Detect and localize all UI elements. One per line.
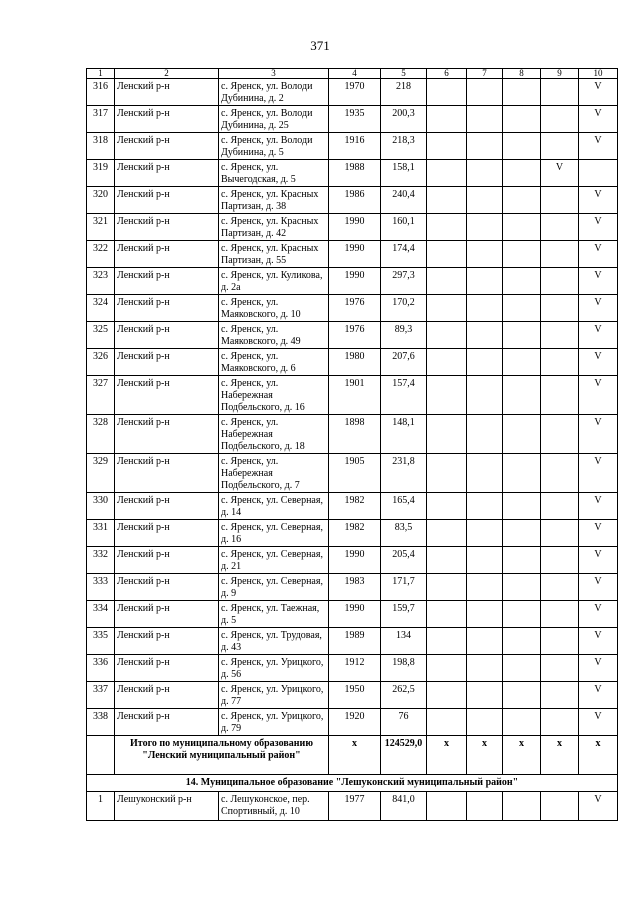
year-cell: 1976 — [329, 322, 381, 349]
district-cell: Ленский р-н — [115, 520, 219, 547]
address-cell: с. Яренск, ул. Красных Партизан, д. 42 — [219, 214, 329, 241]
col8-cell — [503, 655, 541, 682]
area-cell: 170,2 — [381, 295, 427, 322]
total-area: 124529,0 — [381, 736, 427, 775]
district-cell: Ленский р-н — [115, 376, 219, 415]
column-header: 2 — [115, 69, 219, 79]
col6-cell — [427, 349, 467, 376]
row-number: 336 — [87, 655, 115, 682]
col7-cell — [467, 376, 503, 415]
area-cell: 297,3 — [381, 268, 427, 295]
district-cell: Ленский р-н — [115, 709, 219, 736]
col6-cell — [427, 187, 467, 214]
address-cell: с. Яренск, ул. Урицкого, д. 56 — [219, 655, 329, 682]
col7-cell — [467, 792, 503, 821]
col10-cell: V — [579, 628, 618, 655]
area-cell: 218 — [381, 79, 427, 106]
col9-cell — [541, 106, 579, 133]
col8-cell — [503, 160, 541, 187]
year-cell: 1912 — [329, 655, 381, 682]
year-cell: 1982 — [329, 520, 381, 547]
district-cell: Ленский р-н — [115, 322, 219, 349]
col10-cell: V — [579, 214, 618, 241]
year-cell: 1976 — [329, 295, 381, 322]
district-cell: Ленский р-н — [115, 493, 219, 520]
table-row — [87, 349, 618, 376]
address-cell: с. Яренск, ул. Володи Дубинина, д. 2 — [219, 79, 329, 106]
col6-cell — [427, 295, 467, 322]
area-cell: 158,1 — [381, 160, 427, 187]
col9-cell — [541, 349, 579, 376]
col7-cell — [467, 106, 503, 133]
col8-cell — [503, 415, 541, 454]
area-cell: 174,4 — [381, 241, 427, 268]
col7-cell — [467, 415, 503, 454]
col6-cell — [427, 547, 467, 574]
total-col7: x — [467, 736, 503, 775]
section-header-row — [87, 775, 618, 792]
col9-cell — [541, 268, 579, 295]
address-cell: с. Яренск, ул. Северная, д. 14 — [219, 493, 329, 520]
row-number: 333 — [87, 574, 115, 601]
col7-cell — [467, 628, 503, 655]
address-cell: с. Яренск, ул. Володи Дубинина, д. 5 — [219, 133, 329, 160]
row-number: 320 — [87, 187, 115, 214]
column-header: 5 — [381, 69, 427, 79]
col10-cell: V — [579, 322, 618, 349]
col8-cell — [503, 547, 541, 574]
district-cell: Ленский р-н — [115, 349, 219, 376]
total-year: x — [329, 736, 381, 775]
table-row — [87, 376, 618, 415]
row-number: 326 — [87, 349, 115, 376]
col10-cell: V — [579, 376, 618, 415]
section-title: 14. Муниципальное образование "Лешуконский муниципальный район" — [87, 775, 618, 792]
row-number: 327 — [87, 376, 115, 415]
col8-cell — [503, 601, 541, 628]
district-cell: Ленский р-н — [115, 454, 219, 493]
district-cell: Ленский р-н — [115, 214, 219, 241]
table-row — [87, 682, 618, 709]
col7-cell — [467, 214, 503, 241]
col6-cell — [427, 160, 467, 187]
district-cell: Ленский р-н — [115, 295, 219, 322]
col10-cell: V — [579, 682, 618, 709]
row-number: 328 — [87, 415, 115, 454]
table-row — [87, 268, 618, 295]
table-row — [87, 322, 618, 349]
col10-cell: V — [579, 709, 618, 736]
district-cell: Ленский р-н — [115, 187, 219, 214]
address-cell: с. Яренск, ул. Набережная Подбельского, д. 7 — [219, 454, 329, 493]
area-cell: 148,1 — [381, 415, 427, 454]
area-cell: 841,0 — [381, 792, 427, 821]
address-cell: с. Яренск, ул. Трудовая, д. 43 — [219, 628, 329, 655]
year-cell: 1990 — [329, 547, 381, 574]
area-cell: 240,4 — [381, 187, 427, 214]
table-row — [87, 415, 618, 454]
district-cell: Ленский р-н — [115, 655, 219, 682]
col7-cell — [467, 601, 503, 628]
col6-cell — [427, 574, 467, 601]
col8-cell — [503, 214, 541, 241]
col7-cell — [467, 520, 503, 547]
col9-cell — [541, 295, 579, 322]
table-row — [87, 709, 618, 736]
table-row — [87, 628, 618, 655]
col8-cell — [503, 493, 541, 520]
col6-cell — [427, 792, 467, 821]
col6-cell — [427, 133, 467, 160]
table-row — [87, 493, 618, 520]
district-cell: Ленский р-н — [115, 628, 219, 655]
year-cell: 1988 — [329, 160, 381, 187]
col6-cell — [427, 709, 467, 736]
table-row — [87, 79, 618, 106]
total-col8: x — [503, 736, 541, 775]
housing-table — [86, 68, 618, 821]
total-label: Итого по муниципальному образованию "Ленский муниципальный район" — [115, 736, 329, 775]
col9-cell — [541, 574, 579, 601]
year-cell: 1950 — [329, 682, 381, 709]
address-cell: с. Яренск, ул. Вычегодская, д. 5 — [219, 160, 329, 187]
col10-cell: V — [579, 792, 618, 821]
table-row — [87, 792, 618, 821]
col7-cell — [467, 349, 503, 376]
col8-cell — [503, 106, 541, 133]
table-row — [87, 295, 618, 322]
col9-cell — [541, 601, 579, 628]
address-cell: с. Яренск, ул. Набережная Подбельского, д. 16 — [219, 376, 329, 415]
col7-cell — [467, 454, 503, 493]
col7-cell — [467, 295, 503, 322]
total-row — [87, 736, 618, 775]
row-number: 323 — [87, 268, 115, 295]
district-cell: Ленский р-н — [115, 601, 219, 628]
column-header: 7 — [467, 69, 503, 79]
col9-cell — [541, 376, 579, 415]
year-cell: 1980 — [329, 349, 381, 376]
address-cell: с. Лешуконское, пер. Спортивный, д. 10 — [219, 792, 329, 821]
table-row — [87, 214, 618, 241]
row-number: 331 — [87, 520, 115, 547]
area-cell: 171,7 — [381, 574, 427, 601]
table-row — [87, 655, 618, 682]
col8-cell — [503, 792, 541, 821]
column-header: 9 — [541, 69, 579, 79]
row-number: 325 — [87, 322, 115, 349]
table-row — [87, 454, 618, 493]
address-cell: с. Яренск, ул. Северная, д. 9 — [219, 574, 329, 601]
col7-cell — [467, 187, 503, 214]
col7-cell — [467, 547, 503, 574]
area-cell: 200,3 — [381, 106, 427, 133]
col8-cell — [503, 79, 541, 106]
area-cell: 231,8 — [381, 454, 427, 493]
table-row — [87, 241, 618, 268]
table-row — [87, 547, 618, 574]
row-number: 321 — [87, 214, 115, 241]
col10-cell: V — [579, 187, 618, 214]
area-cell: 83,5 — [381, 520, 427, 547]
row-number: 322 — [87, 241, 115, 268]
column-header: 1 — [87, 69, 115, 79]
district-cell: Ленский р-н — [115, 241, 219, 268]
col6-cell — [427, 268, 467, 295]
area-cell: 218,3 — [381, 133, 427, 160]
year-cell: 1977 — [329, 792, 381, 821]
district-cell: Ленский р-н — [115, 682, 219, 709]
area-cell: 198,8 — [381, 655, 427, 682]
col10-cell: V — [579, 241, 618, 268]
col6-cell — [427, 520, 467, 547]
col6-cell — [427, 415, 467, 454]
col6-cell — [427, 493, 467, 520]
address-cell: с. Яренск, ул. Урицкого, д. 77 — [219, 682, 329, 709]
district-cell: Ленский р-н — [115, 574, 219, 601]
district-cell: Ленский р-н — [115, 133, 219, 160]
row-number: 332 — [87, 547, 115, 574]
district-cell: Ленский р-н — [115, 79, 219, 106]
row-number: 1 — [87, 792, 115, 821]
address-cell: с. Яренск, ул. Куликова, д. 2а — [219, 268, 329, 295]
year-cell: 1935 — [329, 106, 381, 133]
area-cell: 157,4 — [381, 376, 427, 415]
col10-cell: V — [579, 79, 618, 106]
col9-cell — [541, 520, 579, 547]
address-cell: с. Яренск, ул. Таежная, д. 5 — [219, 601, 329, 628]
area-cell: 205,4 — [381, 547, 427, 574]
col9-cell — [541, 792, 579, 821]
district-cell: Ленский р-н — [115, 547, 219, 574]
table-row — [87, 601, 618, 628]
year-cell: 1905 — [329, 454, 381, 493]
year-cell: 1898 — [329, 415, 381, 454]
area-cell: 165,4 — [381, 493, 427, 520]
address-cell: с. Яренск, ул. Урицкого, д. 79 — [219, 709, 329, 736]
col8-cell — [503, 454, 541, 493]
col10-cell: V — [579, 547, 618, 574]
column-header: 3 — [219, 69, 329, 79]
col8-cell — [503, 574, 541, 601]
table-row — [87, 574, 618, 601]
col10-cell: V — [579, 133, 618, 160]
col6-cell — [427, 322, 467, 349]
table-row — [87, 133, 618, 160]
row-number: 338 — [87, 709, 115, 736]
district-cell: Ленский р-н — [115, 106, 219, 133]
column-header: 10 — [579, 69, 618, 79]
table-row — [87, 106, 618, 133]
col6-cell — [427, 376, 467, 415]
col8-cell — [503, 187, 541, 214]
col7-cell — [467, 268, 503, 295]
col9-cell — [541, 682, 579, 709]
col9-cell — [541, 493, 579, 520]
col7-cell — [467, 160, 503, 187]
col6-cell — [427, 628, 467, 655]
area-cell: 89,3 — [381, 322, 427, 349]
column-header: 6 — [427, 69, 467, 79]
col7-cell — [467, 709, 503, 736]
table-row — [87, 520, 618, 547]
col7-cell — [467, 682, 503, 709]
col7-cell — [467, 574, 503, 601]
row-number: 335 — [87, 628, 115, 655]
district-cell: Ленский р-н — [115, 160, 219, 187]
row-number: 316 — [87, 79, 115, 106]
col8-cell — [503, 709, 541, 736]
col8-cell — [503, 628, 541, 655]
row-number: 330 — [87, 493, 115, 520]
col8-cell — [503, 241, 541, 268]
address-cell: с. Яренск, ул. Маяковского, д. 49 — [219, 322, 329, 349]
col10-cell: V — [579, 349, 618, 376]
area-cell: 76 — [381, 709, 427, 736]
year-cell: 1982 — [329, 493, 381, 520]
row-number: 318 — [87, 133, 115, 160]
address-cell: с. Яренск, ул. Маяковского, д. 6 — [219, 349, 329, 376]
col9-cell: V — [541, 160, 579, 187]
address-cell: с. Яренск, ул. Набережная Подбельского, д. 18 — [219, 415, 329, 454]
col9-cell — [541, 547, 579, 574]
year-cell: 1901 — [329, 376, 381, 415]
col7-cell — [467, 322, 503, 349]
col9-cell — [541, 415, 579, 454]
col8-cell — [503, 133, 541, 160]
col6-cell — [427, 79, 467, 106]
col7-cell — [467, 79, 503, 106]
address-cell: с. Яренск, ул. Северная, д. 16 — [219, 520, 329, 547]
total-col10: x — [579, 736, 618, 775]
year-cell: 1970 — [329, 79, 381, 106]
col10-cell: V — [579, 268, 618, 295]
col8-cell — [503, 520, 541, 547]
col10-cell: V — [579, 295, 618, 322]
col9-cell — [541, 628, 579, 655]
year-cell: 1989 — [329, 628, 381, 655]
col6-cell — [427, 106, 467, 133]
col9-cell — [541, 454, 579, 493]
col8-cell — [503, 295, 541, 322]
address-cell: с. Яренск, ул. Володи Дубинина, д. 25 — [219, 106, 329, 133]
row-number: 337 — [87, 682, 115, 709]
col9-cell — [541, 322, 579, 349]
col10-cell: V — [579, 454, 618, 493]
total-col6: x — [427, 736, 467, 775]
year-cell: 1990 — [329, 601, 381, 628]
district-cell: Лешуконский р-н — [115, 792, 219, 821]
area-cell: 134 — [381, 628, 427, 655]
area-cell: 160,1 — [381, 214, 427, 241]
page-number: 371 — [310, 38, 330, 53]
col10-cell: V — [579, 601, 618, 628]
address-cell: с. Яренск, ул. Северная, д. 21 — [219, 547, 329, 574]
col6-cell — [427, 682, 467, 709]
row-number: 324 — [87, 295, 115, 322]
year-cell: 1990 — [329, 268, 381, 295]
col9-cell — [541, 709, 579, 736]
col10-cell: V — [579, 574, 618, 601]
col7-cell — [467, 493, 503, 520]
row-number: 329 — [87, 454, 115, 493]
col6-cell — [427, 601, 467, 628]
area-cell: 159,7 — [381, 601, 427, 628]
col10-cell: V — [579, 655, 618, 682]
year-cell: 1920 — [329, 709, 381, 736]
address-cell: с. Яренск, ул. Маяковского, д. 10 — [219, 295, 329, 322]
col6-cell — [427, 241, 467, 268]
col10-cell — [579, 160, 618, 187]
col8-cell — [503, 322, 541, 349]
year-cell: 1990 — [329, 241, 381, 268]
col10-cell: V — [579, 493, 618, 520]
col7-cell — [467, 655, 503, 682]
row-number: 334 — [87, 601, 115, 628]
year-cell: 1916 — [329, 133, 381, 160]
col9-cell — [541, 655, 579, 682]
district-cell: Ленский р-н — [115, 268, 219, 295]
col9-cell — [541, 187, 579, 214]
year-cell: 1983 — [329, 574, 381, 601]
col9-cell — [541, 214, 579, 241]
row-number: 319 — [87, 160, 115, 187]
row-number: 317 — [87, 106, 115, 133]
col9-cell — [541, 133, 579, 160]
col6-cell — [427, 454, 467, 493]
col10-cell: V — [579, 106, 618, 133]
col6-cell — [427, 214, 467, 241]
col9-cell — [541, 79, 579, 106]
table-row — [87, 187, 618, 214]
col8-cell — [503, 349, 541, 376]
table-row — [87, 160, 618, 187]
address-cell: с. Яренск, ул. Красных Партизан, д. 38 — [219, 187, 329, 214]
col8-cell — [503, 376, 541, 415]
area-cell: 207,6 — [381, 349, 427, 376]
col7-cell — [467, 241, 503, 268]
col6-cell — [427, 655, 467, 682]
area-cell: 262,5 — [381, 682, 427, 709]
col10-cell: V — [579, 415, 618, 454]
col7-cell — [467, 133, 503, 160]
col10-cell: V — [579, 520, 618, 547]
total-col9: x — [541, 736, 579, 775]
column-header: 4 — [329, 69, 381, 79]
column-header: 8 — [503, 69, 541, 79]
total-number-cell — [87, 736, 115, 775]
district-cell: Ленский р-н — [115, 415, 219, 454]
year-cell: 1986 — [329, 187, 381, 214]
year-cell: 1990 — [329, 214, 381, 241]
col9-cell — [541, 241, 579, 268]
col8-cell — [503, 682, 541, 709]
col8-cell — [503, 268, 541, 295]
address-cell: с. Яренск, ул. Красных Партизан, д. 55 — [219, 241, 329, 268]
header-row — [87, 69, 618, 79]
